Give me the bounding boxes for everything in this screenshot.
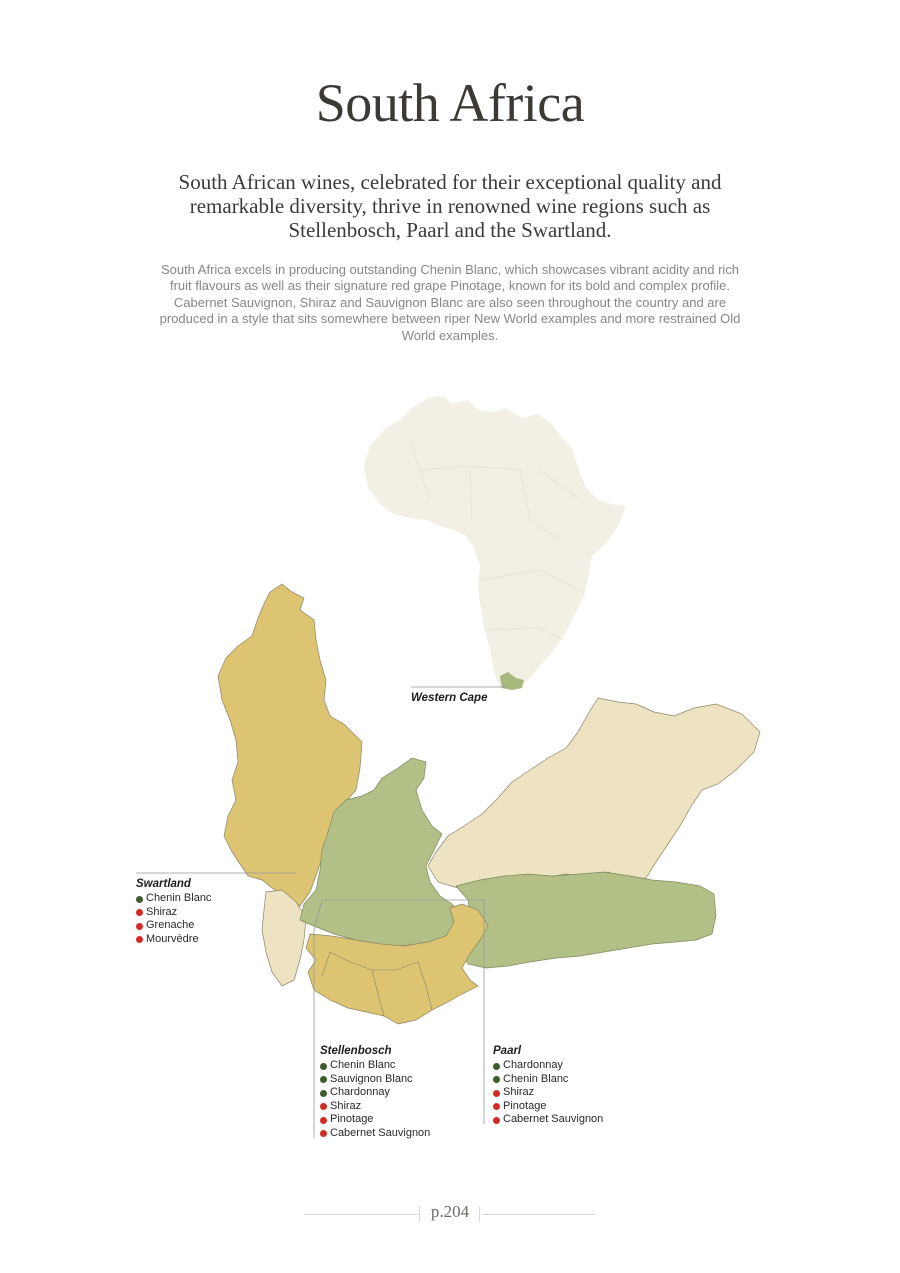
grape-item bbox=[136, 906, 211, 920]
region-block-swartland bbox=[136, 878, 211, 946]
grape-name: Shiraz bbox=[503, 1086, 535, 1099]
white-grape-dot bbox=[493, 1076, 500, 1083]
footer-rule-left bbox=[304, 1214, 418, 1215]
grape-item bbox=[320, 1100, 430, 1114]
grape-name: Chenin Blanc bbox=[146, 892, 212, 904]
grape-name: Sauvignon Blanc bbox=[330, 1072, 413, 1085]
grape-item bbox=[320, 1086, 430, 1100]
grape-name: Cabernet Sauvignon bbox=[330, 1126, 431, 1139]
grape-item bbox=[493, 1073, 603, 1087]
grape-list bbox=[320, 1059, 430, 1141]
red-grape-dot bbox=[493, 1117, 500, 1124]
grape-item bbox=[136, 933, 211, 947]
white-grape-dot bbox=[136, 896, 143, 903]
grape-name: Chenin Blanc bbox=[503, 1072, 569, 1085]
footer-tick-right bbox=[479, 1206, 480, 1222]
grape-item bbox=[493, 1086, 603, 1100]
region-block-stellenbosch bbox=[320, 1045, 430, 1141]
grape-item bbox=[320, 1073, 430, 1087]
red-grape-dot bbox=[320, 1130, 327, 1137]
grape-name: Pinotage bbox=[503, 1099, 547, 1112]
red-grape-dot bbox=[136, 909, 143, 916]
lead-paragraph: South African wines, celebrated for their exceptional quality and remarkable diversity, thrive in renowned wine regions such as Stellenbosch, Paarl and the Swartland. bbox=[178, 170, 722, 242]
body-paragraph: South Africa excels in producing outstanding Chenin Blanc, which showcases vibrant acidity and rich fruit flavours as well as their signature red grape Pinotage, known for its bold and complex profile. Cabernet Sauvignon, Shiraz and Sauvignon Blanc are also seen throughout the country and are produced in a style that sits somewhere between riper New World examples and more restrained Old World examples. bbox=[159, 262, 741, 343]
western-cape-label: Western Cape bbox=[411, 692, 488, 704]
white-grape-dot bbox=[320, 1076, 327, 1083]
red-grape-dot bbox=[136, 936, 143, 943]
region-name: Paarl bbox=[493, 1045, 522, 1057]
red-grape-dot bbox=[320, 1103, 327, 1110]
page-footer bbox=[0, 1200, 900, 1230]
grape-item bbox=[493, 1059, 603, 1073]
region-name: Stellenbosch bbox=[320, 1045, 392, 1057]
white-grape-dot bbox=[320, 1090, 327, 1097]
grape-name: Cabernet Sauvignon bbox=[503, 1113, 604, 1126]
region-east bbox=[428, 698, 760, 890]
red-grape-dot bbox=[493, 1103, 500, 1110]
grape-item bbox=[136, 892, 211, 906]
region-name: Swartland bbox=[136, 878, 191, 890]
footer-rule-right bbox=[482, 1214, 596, 1215]
red-grape-dot bbox=[493, 1090, 500, 1097]
grape-item bbox=[493, 1113, 603, 1127]
grape-item bbox=[493, 1100, 603, 1114]
grape-item bbox=[320, 1113, 430, 1127]
red-grape-dot bbox=[320, 1117, 327, 1124]
grape-name: Grenache bbox=[146, 919, 195, 932]
grape-name: Mourvèdre bbox=[146, 932, 199, 945]
grape-name: Shiraz bbox=[146, 905, 178, 918]
grape-name: Chardonnay bbox=[330, 1086, 390, 1099]
grape-name: Pinotage bbox=[330, 1113, 374, 1126]
white-grape-dot bbox=[320, 1063, 327, 1070]
red-grape-dot bbox=[136, 923, 143, 930]
africa-continent bbox=[364, 396, 626, 690]
white-grape-dot bbox=[493, 1063, 500, 1070]
grape-list bbox=[493, 1059, 603, 1127]
grape-item bbox=[320, 1127, 430, 1141]
region-block-paarl bbox=[493, 1045, 603, 1127]
grape-name: Chenin Blanc bbox=[330, 1059, 396, 1071]
grape-item bbox=[136, 919, 211, 933]
grape-list bbox=[136, 892, 211, 946]
region-paarl bbox=[456, 872, 716, 968]
page-title: South Africa bbox=[315, 73, 585, 133]
grape-name: Shiraz bbox=[330, 1099, 362, 1112]
page-number: p.204 bbox=[430, 1202, 470, 1221]
grape-item bbox=[320, 1059, 430, 1073]
grape-name: Chardonnay bbox=[503, 1059, 563, 1071]
